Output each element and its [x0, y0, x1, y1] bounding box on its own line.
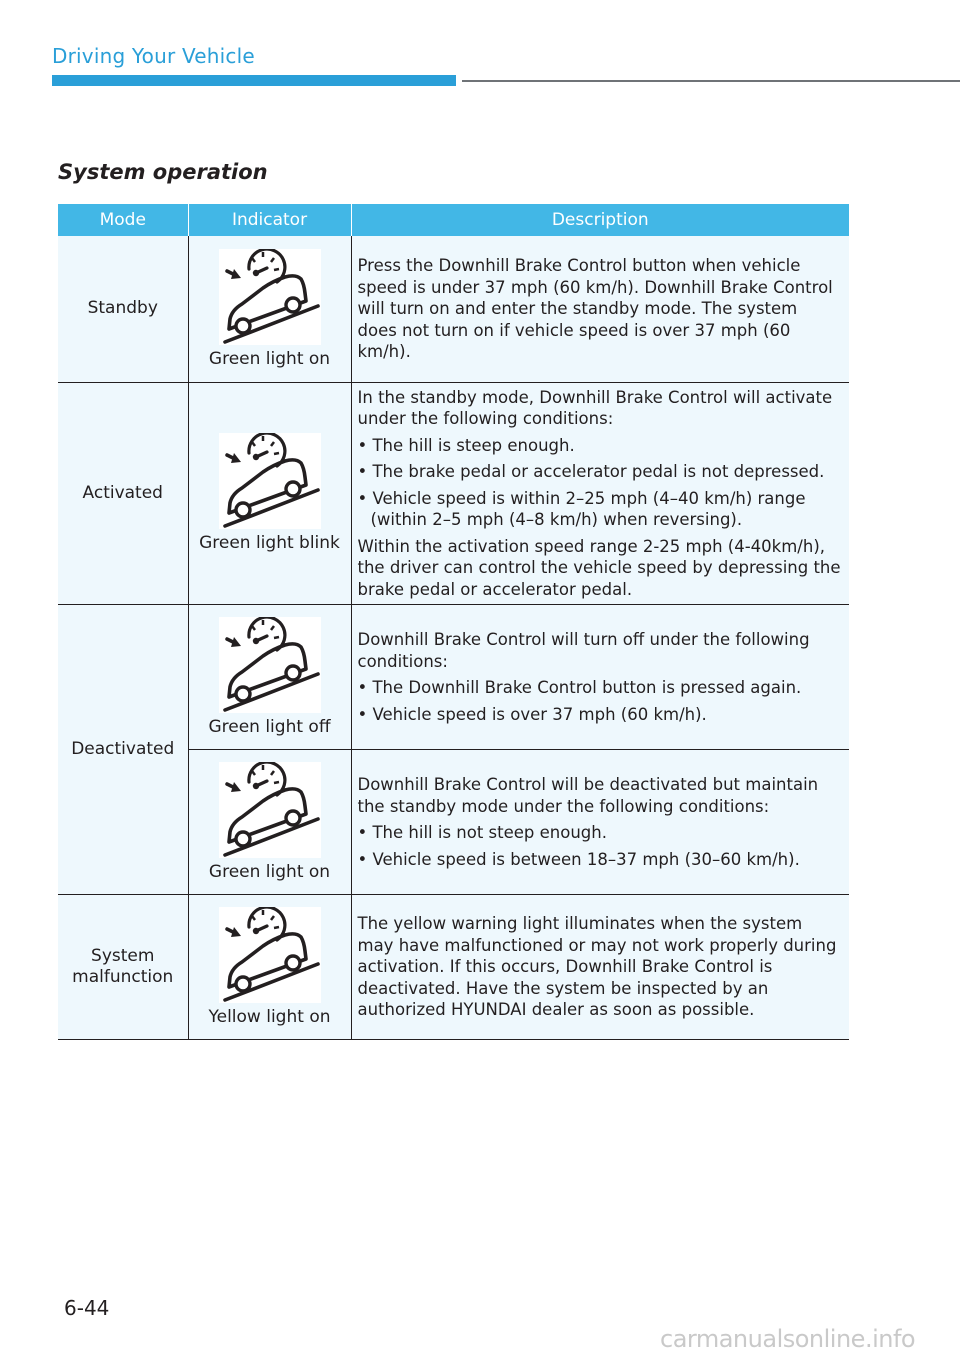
mode-label: Activated	[82, 482, 163, 503]
indicator-label: Green light off	[208, 717, 331, 737]
description-text: The yellow warning light illuminates when the system may have malfunctioned or may not work properly during activation. If this occurs, Downhill Brake Control is deactivated. Have the system be inspected by an authorized HYUNDAI dealer as soon as possible.	[357, 914, 837, 1020]
condition-bullet: • The Downhill Brake Control button is pressed again.	[357, 678, 802, 697]
downhill-brake-control-icon	[219, 907, 321, 1003]
indicator-label: Green light on	[208, 348, 331, 369]
downhill-brake-control-icon	[219, 433, 321, 529]
table-header-row	[58, 204, 849, 236]
description-text: Press the Downhill Brake Control button when vehicle speed is under 37 mph (60 km/h). Downhill Brake Control will turn on and enter the standby mode. The system does not turn on if vehicle speed is over 37 mph (60 km/h).	[357, 256, 833, 361]
indicator-cell	[188, 236, 351, 382]
condition-bullet: • The brake pedal or accelerator pedal is not depressed.	[357, 462, 825, 481]
mode-label: System malfunction	[72, 946, 174, 987]
description-cell	[351, 750, 849, 895]
table-row	[58, 895, 849, 1040]
table-row	[58, 382, 849, 605]
indicator-cell	[188, 750, 351, 895]
downhill-brake-control-icon	[219, 249, 321, 345]
condition-bullet: • The hill is steep enough.	[357, 435, 575, 455]
mode-cell	[58, 236, 188, 382]
header-accent-rule	[52, 75, 456, 86]
watermark: carmanualsonline.info	[660, 1325, 916, 1353]
condition-bullet: • Vehicle speed is within 2–25 mph (4–40 km/h) range (within 2–5 mph (4–8 km/h) when reversing).	[357, 488, 806, 529]
table-row	[58, 605, 849, 750]
description-cell	[351, 605, 849, 750]
header-rule	[462, 80, 960, 82]
section-title: System operation	[58, 160, 268, 184]
condition-bullet: • Vehicle speed is between 18–37 mph (30–60 km/h).	[357, 849, 800, 869]
description-text: In the standby mode, Downhill Brake Control will activate under the following conditions:	[357, 387, 833, 428]
description-cell	[351, 236, 849, 382]
mode-label: Standby	[87, 298, 158, 319]
mode-cell	[58, 605, 188, 895]
downhill-brake-control-icon	[219, 762, 321, 858]
indicator-label: Green light on	[208, 862, 331, 882]
column-header-indicator: Indicator	[188, 204, 351, 236]
description-text: Downhill Brake Control will be deactivated but maintain the standby mode under the following conditions:	[357, 775, 819, 816]
description-cell	[351, 895, 849, 1040]
mode-cell	[58, 382, 188, 605]
table-row	[58, 236, 849, 382]
indicator-label: Yellow light on	[208, 1007, 331, 1027]
column-header-description: Description	[351, 204, 849, 236]
mode-cell	[58, 895, 188, 1040]
description-cell	[351, 382, 849, 605]
indicator-cell	[188, 605, 351, 750]
description-note: Within the activation speed range 2-25 mph (4-40km/h), the driver can control the vehicle speed by depressing the brake pedal or accelerator pedal.	[357, 536, 841, 599]
indicator-label: Green light blink	[199, 533, 340, 554]
indicator-cell	[188, 895, 351, 1040]
mode-label: Deactivated	[71, 739, 175, 759]
page-number: 6-44	[64, 1296, 110, 1320]
indicator-cell	[188, 382, 351, 605]
description-text: Downhill Brake Control will turn off under the following conditions:	[357, 630, 810, 671]
condition-bullet: • The hill is not steep enough.	[357, 823, 607, 842]
system-operation-table	[58, 204, 849, 1040]
column-header-mode: Mode	[58, 204, 188, 236]
condition-bullet: • Vehicle speed is over 37 mph (60 km/h).	[357, 704, 707, 724]
section-header: Driving Your Vehicle	[52, 44, 255, 68]
downhill-brake-control-icon	[219, 617, 321, 713]
